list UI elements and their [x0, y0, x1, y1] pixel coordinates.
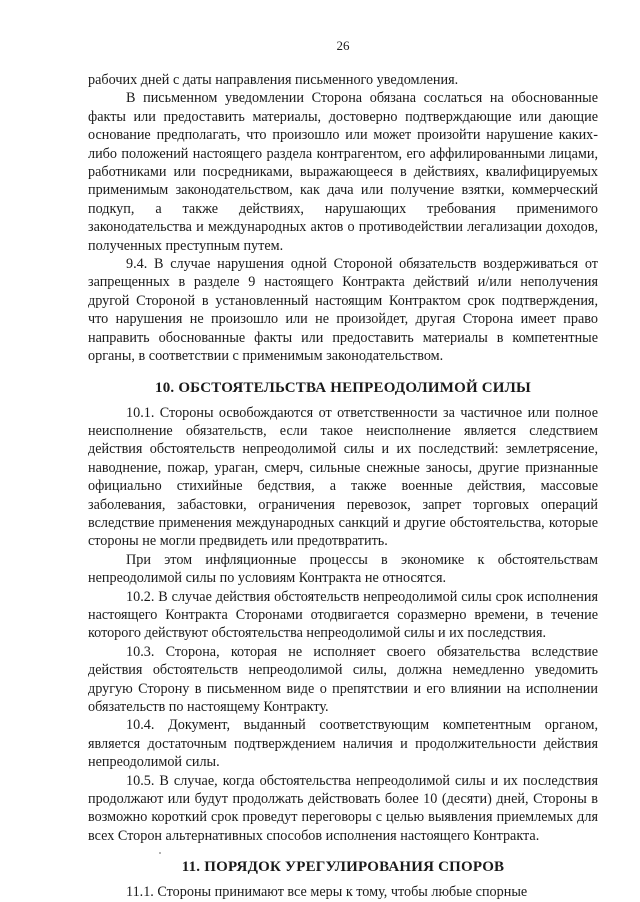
section-heading-11: 11. ПОРЯДОК УРЕГУЛИРОВАНИЯ СПОРОВ — [181, 859, 505, 876]
paragraph-10-2: 10.2. В случае действия обстоятельств непреодолимой силы срок исполнения настоящего Контракта Сторонами отодвигается соразмерно времени, в течение которого действуют обстоятельства непреодолимой силы и их последствия. — [88, 588, 598, 642]
paragraph-notice-requirements: В письменном уведомлении Сторона обязана сослаться на обоснованные факты или предоставить материалы, достоверно подтверждающие или дающие основание предполагать, что произошло или может произойти нарушение каких-либо положений настоящего раздела контрагентом, его аффилированными лицами, работниками или посредниками, выражающееся в действиях, квалифицируемых применимым законодательством, как дача или получение взятки, коммерческий подкуп, а также действиях, нарушающих требования применимого законодательства и международных актов о противодействии легализации доходов, полученных преступным путем. — [88, 90, 598, 254]
paragraph-10-3: 10.3. Сторона, которая не исполняет своего обязательства вследствие действия обстоятельств непреодолимой силы, должна немедленно уведомить другую Сторону в письменном виде о препятствии и его влиянии на исполнении обязательств по настоящему Контракту. — [88, 643, 598, 715]
paragraph-10-5: 10.5. В случае, когда обстоятельства непреодолимой силы и их последствия продолжают или будут продолжать действовать более 10 (десяти) дней, Стороны в возможно короткий срок проведут переговоры с целью выявления приемлемых для всех Сторон альтернативных способов исполнения настоящего Контракта. — [88, 772, 598, 844]
paragraph-11-1: 11.1. Стороны принимают все меры к тому, чтобы любые спорные — [126, 884, 528, 901]
paragraph-10-4: 10.4. Документ, выданный соответствующим компетентным органом, является достаточным подтверждением наличия и продолжительности действия непреодолимой силы. — [88, 717, 598, 771]
paragraph-10-1: 10.1. Стороны освобождаются от ответственности за частичное или полное неисполнение обязательств, если такое неисполнение является следствием действия обстоятельств непреодолимой силы и их последствий: землетрясение, наводнение, пожар, ураган, смерч, сильные снежные заносы, другие признанные официально стихийные бедствия, а также военные действия, массовые заболевания, забастовки, ограничения перевозок, запрет торговых операций вследствие применения международных санкций и другие обстоятельства, которые стороны не могли предвидеть или предотвратить. — [88, 404, 598, 550]
section-heading-10: 10. ОБСТОЯТЕЛЬСТВА НЕПРЕОДОЛИМОЙ СИЛЫ — [155, 379, 531, 396]
page-number: 26 — [336, 38, 350, 53]
paragraph-9-4: 9.4. В случае нарушения одной Стороной обязательств воздерживаться от запрещенных в разделе 9 настоящего Контракта действий и/или неполучения другой Стороной в установленный настоящим Контрактом срок подтверждения, что нарушения не произошло или не произойдет, другая Сторона имеет право направить обоснованные факты или предоставить материалы в компетентные органы, в соответствии с применимым законодательством. — [88, 256, 598, 365]
scan-speck — [159, 852, 161, 854]
paragraph-inflation-note: При этом инфляционные процессы в экономике к обстоятельствам непреодолимой силы по условиям Контракта не относятся. — [88, 551, 598, 587]
paragraph-continuation: рабочих дней с даты направления письменного уведомления. — [88, 72, 459, 88]
